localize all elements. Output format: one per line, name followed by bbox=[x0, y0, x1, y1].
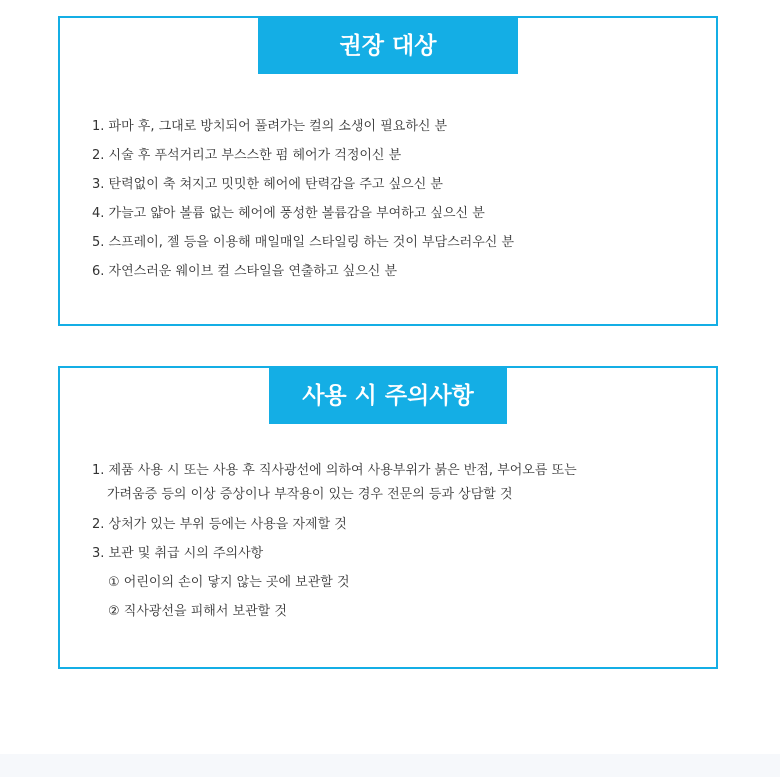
caution-item-1-line-2: 가려움증 등의 이상 증상이나 부작용이 있는 경우 전문의 등과 상담할 것 bbox=[107, 487, 513, 502]
list-item: 1. 파마 후, 그대로 방치되어 풀려가는 컬의 소생이 필요하신 분 bbox=[92, 119, 448, 134]
caution-item-2: 2. 상처가 있는 부위 등에는 사용을 자제할 것 bbox=[92, 517, 347, 532]
caution-item-3: 3. 보관 및 취급 시의 주의사항 bbox=[92, 546, 264, 561]
list-item: 2. 시술 후 푸석거리고 부스스한 펌 헤어가 걱정이신 분 bbox=[92, 148, 402, 163]
list-item: 3. 탄력없이 축 쳐지고 밋밋한 헤어에 탄력감을 주고 싶으신 분 bbox=[92, 177, 443, 192]
caution-item-1-line-1: 1. 제품 사용 시 또는 사용 후 직사광선에 의하여 사용부위가 붉은 반점, 부어오름 또는 bbox=[92, 463, 577, 478]
recommended-target-list bbox=[92, 112, 696, 286]
list-item: 5. 스프레이, 젤 등을 이용해 매일매일 스타일링 하는 것이 부담스러우신 분 bbox=[92, 235, 515, 250]
caution-subitem-1: ① 어린이의 손이 닿지 않는 곳에 보관할 것 bbox=[108, 575, 350, 590]
list-item: 6. 자연스러운 웨이브 컬 스타일을 연출하고 싶으신 분 bbox=[92, 264, 398, 279]
caution-subitem-2: ② 직사광선을 피해서 보관할 것 bbox=[108, 604, 287, 619]
caution-item-1 bbox=[92, 457, 696, 510]
list-item: 4. 가늘고 얇아 볼륨 없는 헤어에 풍성한 볼륨감을 부여하고 싶으신 분 bbox=[92, 206, 485, 221]
usage-caution-title: 사용 시 주의사항 bbox=[269, 368, 507, 424]
usage-caution-list bbox=[92, 457, 696, 626]
usage-caution-panel bbox=[58, 366, 718, 669]
recommended-target-title: 권장 대상 bbox=[258, 18, 518, 74]
footer-band bbox=[0, 754, 780, 777]
recommended-target-panel bbox=[58, 16, 718, 326]
